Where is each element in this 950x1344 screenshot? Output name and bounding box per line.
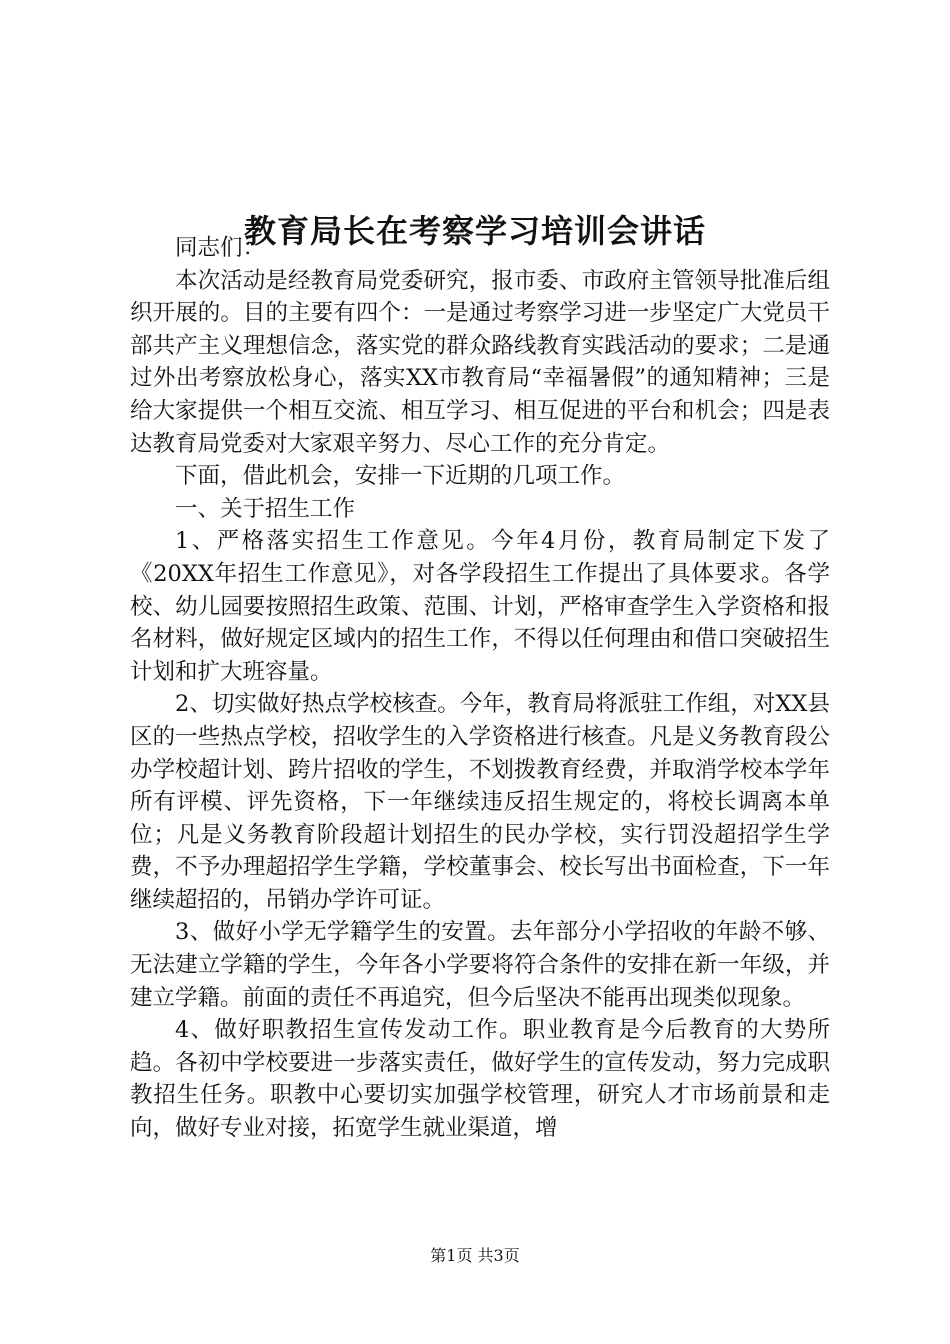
paragraph-item-3: 3、做好小学无学籍学生的安置。去年部分小学招收的年龄不够、无法建立学籍的学生，今年各小学要将符合条件的安排在新一年级，并建立学籍。前面的责任不再追究，但今后坚决不能再出现类似现象。 (130, 919, 830, 1011)
section-heading-enrollment: 一、关于招生工作 (175, 495, 356, 522)
paragraph-item-4: 4、做好职教招生宣传发动工作。职业教育是今后教育的大势所趋。各初中学校要进一步落实责任，做好学生的宣传发动，努力完成职教招生任务。职教中心要切实加强学校管理，研究人才市场前景和走向，做好专业对接，拓宽学生就业渠道，增 (130, 1017, 830, 1142)
salutation: 同志们： (175, 235, 266, 261)
document-body (130, 232, 830, 1145)
page-number-footer: 第1页 共3页 (430, 1246, 520, 1265)
paragraph-intro: 本次活动是经教育局党委研究，报市委、市政府主管领导批准后组织开展的。目的主要有四个：一是通过考察学习进一步坚定广大党员干部共产主义理想信念，落实党的群众路线教育实践活动的要求；二是通过外出考察放松身心，落实XX市教育局“幸福暑假”的通知精神；三是给大家提供一个相互交流、相互学习、相互促进的平台和机会；四是表达教育局党委对大家艰辛努力、尽心工作的充分肯定。 (130, 267, 830, 457)
paragraph-transition: 下面，借此机会，安排一下近期的几项工作。 (175, 463, 626, 490)
document-title: 教育局长在考察学习培训会讲话 (243, 212, 706, 251)
paragraph-item-2: 2、切实做好热点学校核查。今年，教育局将派驻工作组，对XX县区的一些热点学校，招收学生的入学资格进行核查。凡是义务教育段公办学校超计划、跨片招收的学生，不划拨教育经费，并取消学校本学年所有评模、评先资格，下一年继续违反招生规定的，将校长调离本单位；凡是义务教育阶段超计划招生的民办学校，实行罚没超招学生学费，不予办理超招学生学籍，学校董事会、校长写出书面检查，下一年继续超招的，吊销办学许可证。 (130, 691, 830, 913)
paragraph-item-1: 1、严格落实招生工作意见。今年4月份，教育局制定下发了《20XX年招生工作意见》，对各学段招生工作提出了具体要求。各学校、幼儿园要按照招生政策、范围、计划，严格审查学生入学资格和报名材料，做好规定区域内的招生工作，不得以任何理由和借口突破招生计划和扩大班容量。 (130, 528, 830, 685)
